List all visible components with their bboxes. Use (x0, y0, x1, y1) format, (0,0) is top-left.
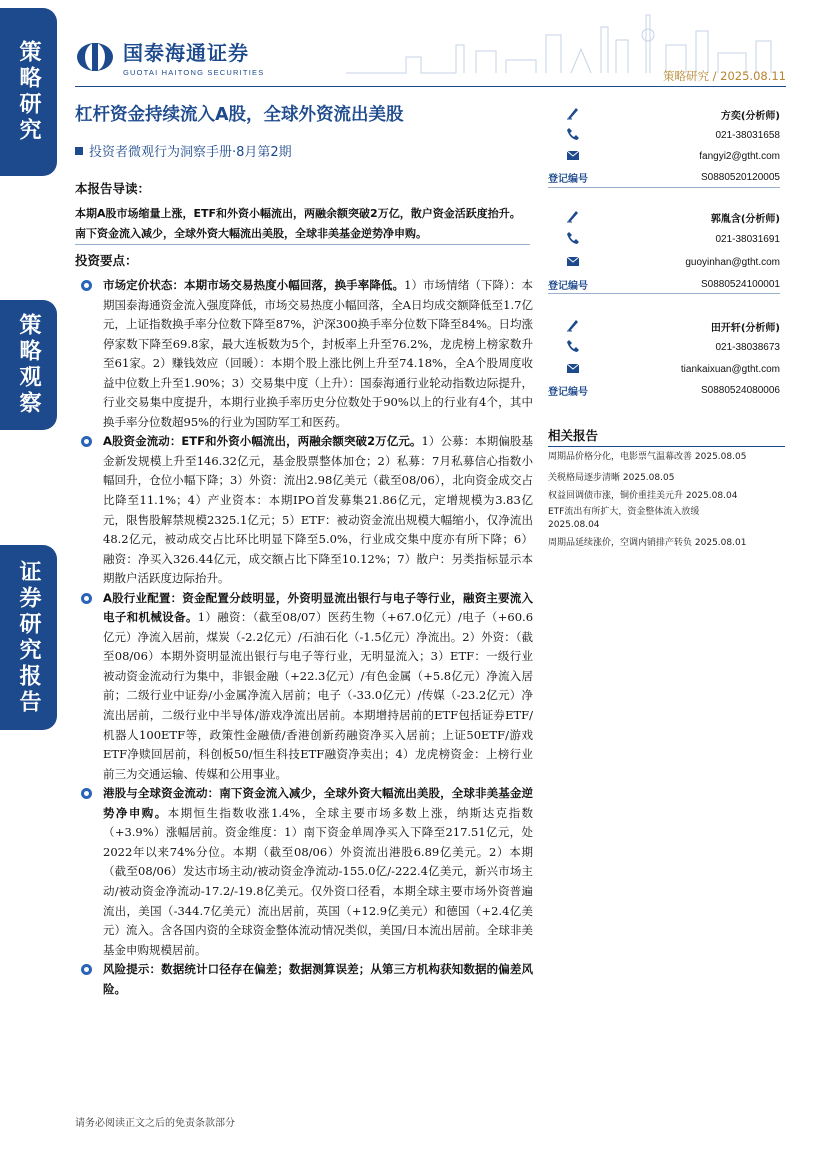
guide-divider (75, 244, 530, 245)
circle-bullet-icon (81, 593, 92, 604)
related-reports-heading: 相关报告 (548, 428, 599, 443)
report-subtitle: 投资者微观行为洞察手册·8月第2期 (75, 141, 292, 160)
analyst-name: 郭胤含(分析师) (710, 213, 780, 225)
point-lead: A股资金流动：ETF和外资小幅流出，两融余额突破2万亿元。 (103, 434, 422, 449)
related-divider (548, 446, 785, 447)
side-tab-strategy-research: 策略研究 (0, 8, 57, 176)
side-tab-strategy-observation: 策略观察 (0, 300, 57, 430)
analyst-reg-no: S0880524100001 (701, 278, 780, 290)
analyst-reg-no: S0880524080006 (701, 384, 780, 396)
skyline-illustration (346, 5, 786, 75)
header-divider (75, 86, 786, 87)
investment-points (75, 276, 533, 999)
side-tab-securities-report: 证券研究报告 (0, 545, 57, 730)
point-lead: 市场定价状态：本期市场交易热度小幅回落，换手率降低。 (103, 278, 405, 292)
guide-text: 本期A股市场缩量上涨，ETF和外资小幅流出，两融余额突破2万亿，散户资金活跃度抬升。南下资金流入减少，全球外资大幅流出美股，全球非美基金逆势净申购。 (75, 207, 521, 240)
point-body: 1）公募：本期偏股基金新发规模上升至146.32亿元，基金股票整体加仓；2）私募：7月私募信心指数小幅回升，仓位小幅下降；3）外资：流出2.98亿美元（截至08/06），北向资金成交占比降至11.1%；4）产业资本：本期IPO首发募集21.86亿元，定增规模为3.83亿元，限售股解禁规模2325.1亿元；5）ETF：被动资金流出规模大幅缩小，仅净流出48.2亿元，被动成交占比环比明显下降至5.0%，行业成交集中度亦有所下降；6）融资：净买入326.44亿元，成交额占比下降至10.12%；7）散户：另类指标显示本期散户活跃度边际抬升。 (103, 434, 533, 586)
analyst-reg-no: S0880520120005 (701, 171, 780, 183)
logo-mark-icon (75, 41, 115, 73)
analyst-card (548, 316, 780, 396)
analyst-card (548, 207, 780, 292)
point-industry-allocation (75, 589, 533, 784)
circle-bullet-icon (81, 788, 92, 799)
square-bullet-icon (75, 147, 83, 155)
analyst-phone: 021-38038673 (715, 341, 780, 353)
analyst-email[interactable]: guoyinhan@gtht.com (685, 256, 780, 268)
points-heading: 投资要点： (75, 253, 138, 268)
company-logo (75, 37, 264, 77)
point-body: 1）市场情绪（下降）：本期国泰海通资金流入强度降低，市场交易热度小幅回落，全A日均成交额降低至1.7亿元，上证指数换手率分位数下降至87%，沪深300换手率分位数下降至84%。日均涨停家数下降至69.8家，最大连板数为5个，封板率上升至76.2%，龙虎榜上榜家数升至61家。2）赚钱效应（回暖）：本期个股上涨比例上升至74.18%，全A个股周度收益中位数上升至1.90%；3）交易集中度（上升）：国泰海通行业轮动指数边际提升，行业交易集中度提升，本期行业换手率历史分位数处于90%以上的行业有4个，其中换手率分位数超95%的行业为国防军工和医药。 (103, 278, 533, 429)
circle-bullet-icon (81, 964, 92, 975)
analyst-name: 田开轩(分析师) (710, 322, 780, 334)
point-market-pricing (75, 276, 533, 432)
related-report-item[interactable]: 周期品延续涨价，空调内销排产转负 2025.08.01 (548, 538, 747, 548)
guide-heading: 本报告导读： (75, 181, 151, 196)
analyst-email[interactable]: tiankaixuan@gtht.com (680, 363, 780, 375)
point-lead: 风险提示：数据统计口径存在偏差；数据测算误差；从第三方机构获知数据的偏差风险。 (103, 962, 533, 996)
analyst-phone: 021-38031691 (715, 233, 780, 245)
disclaimer-footer: 请务必阅读正文之后的免责条款部分 (75, 1118, 235, 1129)
brand-name-en: GUOTAI HAITONG SECURITIES (123, 68, 265, 77)
report-category: 策略研究 (662, 69, 709, 83)
circle-bullet-icon (81, 436, 92, 447)
analyst-phone: 021-38031658 (715, 129, 780, 141)
report-date: 2025.08.11 (720, 69, 786, 83)
point-hk-global-flows (75, 784, 533, 960)
point-lead: 港股与全球资金流动：南下资金流入减少，全球外资大幅流出美股，全球非美基金逆势净申购。 (103, 786, 533, 820)
analyst-card (548, 104, 780, 184)
reg-label: 登记编号 (548, 174, 588, 185)
brand-name-cn: 国泰海通证券 (123, 41, 249, 65)
circle-bullet-icon (81, 280, 92, 291)
meta-separator: / (712, 69, 717, 83)
point-body: 1）融资：（截至08/07）医药生物（+67.0亿元）/电子（+60.6亿元）净流入居前，煤炭（-2.2亿元）/石油石化（-1.5亿元）净流出。2）外资：（截至08/06）本期外资明显流出银行与电子等行业，无明显流入；3）ETF：一级行业被动资金流动行为集中，非银金融（+22.3亿元）/有色金属（+5.8亿元）净流入居前；二级行业中证券/小金属净流入居前；电子（-33.0亿元）/传媒（-23.2亿元）净流出居前，二级行业中半导体/游戏净流出居前。本期增持居前的ETF包括证券ETF/机器人100ETF等，政策性金融债/香港创新药融资净买入居前；上证50ETF/游戏ETF净赎回居前，科创板50/恒生科技ETF融资净卖出；4）龙虎榜资金：上榜行业前三为交通运输、传媒和公用事业。 (103, 610, 534, 781)
related-report-item[interactable]: ETF流出有所扩大，资金整体流入放缓 2025.08.04 (548, 507, 700, 530)
related-report-item[interactable]: 关税格局逐步清晰 2025.08.05 (548, 473, 675, 483)
report-meta (663, 68, 786, 84)
reg-label: 登记编号 (548, 281, 588, 292)
analyst-email[interactable]: fangyi2@gtht.com (699, 150, 780, 162)
point-risk-warning (75, 960, 533, 999)
related-report-item[interactable]: 权益回调债市涨，铜价重挂美元升 2025.08.04 (548, 491, 738, 501)
analyst-divider (548, 293, 780, 294)
point-a-share-flows (75, 432, 533, 588)
point-body: 本期恒生指数收涨1.4%，全球主要市场多数上涨，纳斯达克指数（+3.9%）涨幅居前。资金维度：1）南下资金单周净买入下降至217.51亿元，处2022年以来74%分位。本期（截至08/06）外资流出港股6.89亿美元。2）本期（截至08/06）发达市场主动/被动资金净流动-155.0亿/-222.4亿美元，新兴市场主动/被动资金净流动-17.2/-19.8亿美元。仅外资口径看，本期全球主要市场外资普遍流出，美国（-344.7亿美元）流出居前，英国（+12.9亿美元）和德国（+2.4亿美元）流入。含各国内资的全球资金整体流动情况类似，美国/日本流出居前。全球非美基金申购规模居前。 (103, 805, 534, 957)
point-lead: A股行业配置：资金配置分歧明显，外资明显流出银行与电子等行业，融资主要流入电子和机械设备。 (103, 590, 533, 625)
analyst-divider (548, 187, 780, 188)
analyst-name: 方奕(分析师) (720, 110, 780, 122)
related-report-item[interactable]: 周期品价格分化，电影票气温幕改善 2025.08.05 (548, 452, 747, 462)
reg-label: 登记编号 (548, 387, 588, 398)
report-title: 杠杆资金持续流入A股，全球外资流出美股 (75, 105, 404, 125)
